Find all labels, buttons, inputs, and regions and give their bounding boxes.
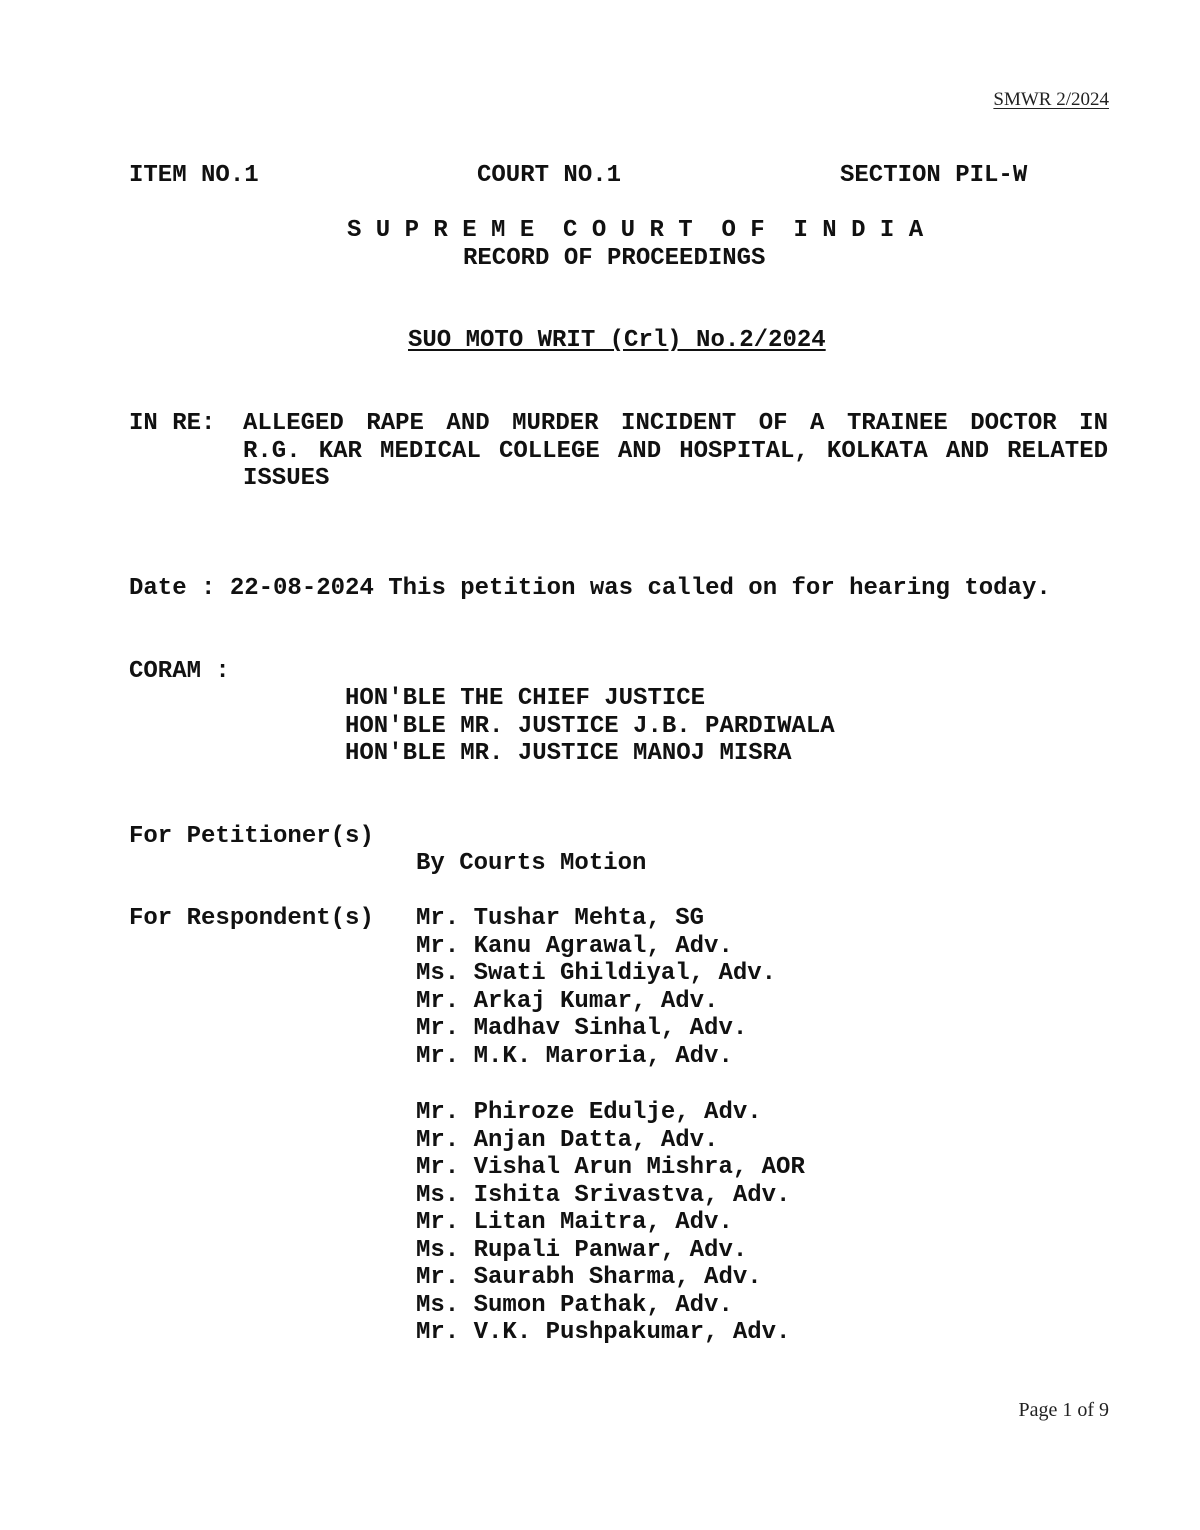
respondent-counsel: Mr. Anjan Datta, Adv. [416, 1126, 719, 1154]
court-number: COURT NO.1 [477, 162, 622, 189]
in-re-line: ALLEGED RAPE AND MURDER INCIDENT OF A TRAINEE DOCTOR IN [243, 410, 1108, 437]
coram-judge: HON'BLE MR. JUSTICE J.B. PARDIWALA [345, 713, 835, 740]
document-reference: SMWR 2/2024 [993, 89, 1109, 110]
respondent-counsel: Mr. Phiroze Edulje, Adv. [416, 1099, 762, 1126]
in-re-line: R.G. KAR MEDICAL COLLEGE AND HOSPITAL, KOLKATA AND RELATED [243, 438, 1108, 465]
respondent-counsel: Mr. Kanu Agrawal, Adv. [416, 932, 733, 960]
respondent-counsel: Ms. Rupali Panwar, Adv. [416, 1236, 748, 1264]
respondent-counsel: Mr. Arkaj Kumar, Adv. [416, 987, 719, 1015]
respondent-counsel: Mr. Vishal Arun Mishra, AOR [416, 1154, 805, 1181]
hearing-date: Date : 22-08-2024 This petition was called on for hearing today. [129, 575, 1051, 602]
respondent-counsel: Mr. Madhav Sinhal, Adv. [416, 1015, 748, 1042]
petitioner-label: For Petitioner(s) [129, 823, 374, 850]
petitioner-counsel: By Courts Motion [416, 850, 647, 877]
page-number: Page 1 of 9 [1018, 1399, 1109, 1421]
respondent-counsel: Mr. M.K. Maroria, Adv. [416, 1042, 733, 1070]
coram-label: CORAM : [129, 658, 230, 685]
respondent-counsel: Ms. Swati Ghildiyal, Adv. [416, 960, 777, 987]
section: SECTION PIL-W [840, 162, 1028, 189]
respondent-counsel: Mr. V.K. Pushpakumar, Adv. [416, 1319, 791, 1346]
in-re-line: ISSUES [243, 465, 330, 492]
coram-judge: HON'BLE MR. JUSTICE MANOJ MISRA [345, 740, 792, 767]
respondent-counsel: Mr. Tushar Mehta, SG [416, 905, 705, 932]
respondent-counsel: Mr. Saurabh Sharma, Adv. [416, 1264, 762, 1291]
in-re-label: IN RE: [129, 410, 216, 437]
case-title: SUO MOTO WRIT (Crl) No.2/2024 [408, 327, 826, 354]
coram-judge: HON'BLE THE CHIEF JUSTICE [345, 685, 706, 712]
respondent-label: For Respondent(s) [129, 905, 374, 932]
respondent-counsel: Mr. Litan Maitra, Adv. [416, 1209, 733, 1236]
respondent-counsel: Ms. Ishita Srivastva, Adv. [416, 1181, 791, 1209]
court-name: S U P R E M E C O U R T O F I N D I A [347, 217, 924, 244]
respondent-counsel: Ms. Sumon Pathak, Adv. [416, 1291, 733, 1319]
item-number: ITEM NO.1 [129, 162, 259, 189]
record-title: RECORD OF PROCEEDINGS [463, 245, 766, 272]
